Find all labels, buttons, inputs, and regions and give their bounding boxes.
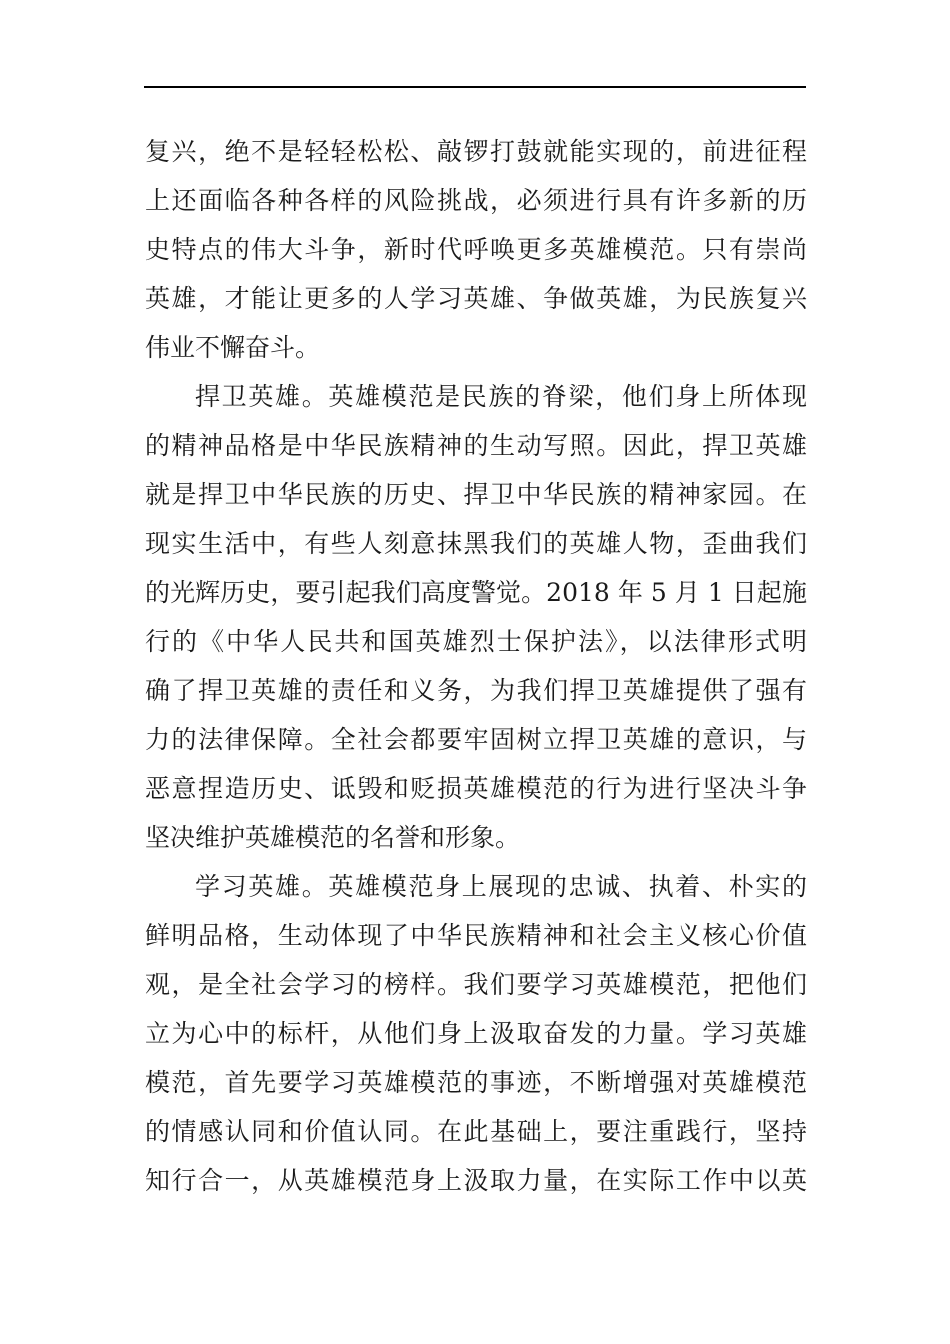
header-rule (144, 86, 806, 88)
paragraph-3-line-6: 的情感认同和价值认同。在此基础上，要注重践行，坚持 (145, 1117, 807, 1146)
paragraph-2-line-9: 恶意捏造历史、诋毁和贬损英雄模范的行为进行坚决斗争 (145, 774, 807, 803)
paragraph-2-line-1: 捍卫英雄。英雄模范是民族的脊梁，他们身上所体现 (195, 382, 807, 411)
paragraph-2-line-6: 行的《中华人民共和国英雄烈士保护法》，以法律形式明 (145, 627, 807, 656)
document-body (145, 127, 807, 1205)
paragraph-3-line-3: 观，是全社会学习的榜样。我们要学习英雄模范，把他们 (145, 970, 807, 999)
paragraph-2-line-7: 确了捍卫英雄的责任和义务，为我们捍卫英雄提供了强有 (145, 676, 807, 705)
paragraph-2-line-2: 的精神品格是中华民族精神的生动写照。因此，捍卫英雄 (145, 431, 807, 460)
paragraph-1-line-1: 复兴，绝不是轻轻松松、敲锣打鼓就能实现的，前进征程 (145, 137, 807, 166)
paragraph-2-line-5: 的光辉历史，要引起我们高度警觉。2018 年 5 月 1 日起施 (145, 578, 807, 607)
paragraph-1-line-2: 上还面临各种各样的风险挑战，必须进行具有许多新的历 (145, 186, 807, 215)
paragraph-2-line-3: 就是捍卫中华民族的历史、捍卫中华民族的精神家园。在 (145, 480, 807, 509)
paragraph-3-line-5: 模范，首先要学习英雄模范的事迹，不断增强对英雄模范 (145, 1068, 807, 1097)
paragraph-1-line-4: 英雄，才能让更多的人学习英雄、争做英雄，为民族复兴 (145, 284, 807, 313)
paragraph-3-line-4: 立为心中的标杆，从他们身上汲取奋发的力量。学习英雄 (145, 1019, 807, 1048)
paragraph-2-line-8: 力的法律保障。全社会都要牢固树立捍卫英雄的意识，与 (145, 725, 807, 754)
paragraph-3-line-1: 学习英雄。英雄模范身上展现的忠诚、执着、朴实的 (195, 872, 807, 901)
paragraph-1-line-3: 史特点的伟大斗争，新时代呼唤更多英雄模范。只有崇尚 (145, 235, 807, 264)
paragraph-2-line-4: 现实生活中，有些人刻意抹黑我们的英雄人物，歪曲我们 (145, 529, 807, 558)
paragraph-1-line-5: 伟业不懈奋斗。 (145, 333, 321, 362)
paragraph-3-line-2: 鲜明品格，生动体现了中华民族精神和社会主义核心价值 (145, 921, 807, 950)
paragraph-3-line-7: 知行合一，从英雄模范身上汲取力量，在实际工作中以英 (145, 1166, 807, 1195)
paragraph-2-line-10: 坚决维护英雄模范的名誉和形象。 (145, 823, 521, 852)
